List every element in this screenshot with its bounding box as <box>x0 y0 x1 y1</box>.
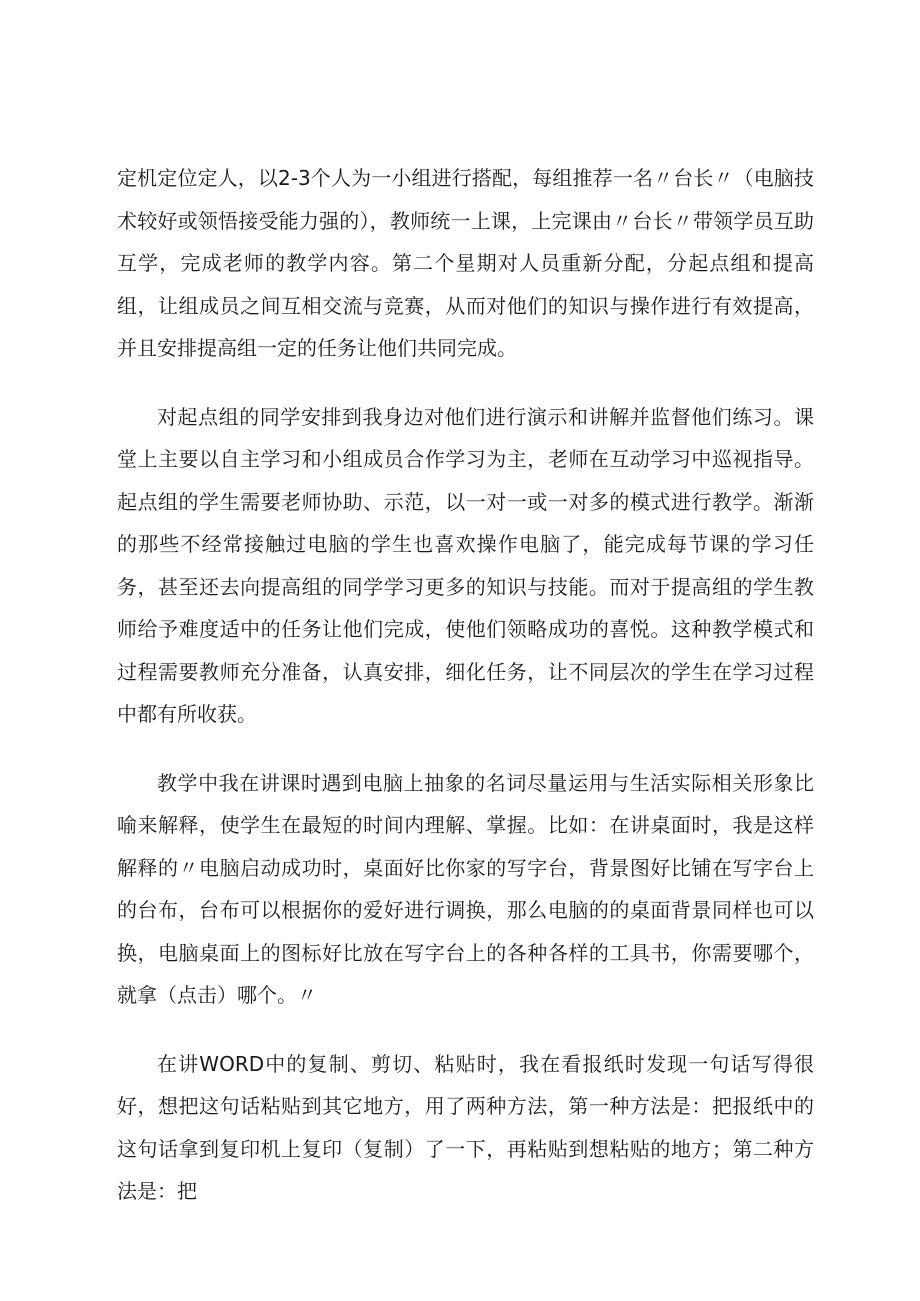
paragraph-4: 在讲WORD中的复制、剪切、粘贴时，我在看报纸时发现一句话写得很好，想把这句话粘贴到其它地方，用了两种方法，第一种方法是：把报纸中的这句话拿到复印机上复印（复制）了一下，再粘贴到想粘贴的地方；第二种方法是：把 <box>117 1051 814 1203</box>
paragraph-1: 定机定位定人，以2-3个人为一小组进行搭配，每组推荐一名〃台长〃（电脑技术较好或领悟接受能力强的），教师统一上课，上完课由〃台长〃带领学员互助互学，完成老师的教学内容。第二个星期对人员重新分配，分起点组和提高组，让组成员之间互相交流与竞赛，从而对他们的知识与操作进行有效提高，并且安排提高组一定的任务让他们共同完成。 <box>117 166 814 360</box>
document-body <box>117 157 814 1213</box>
paragraph-3: 教学中我在讲课时遇到电脑上抽象的名词尽量运用与生活实际相关形象比喻来解释，使学生在最短的时间内理解、掌握。比如：在讲桌面时，我是这样解释的〃电脑启动成功时，桌面好比你家的写字台，背景图好比铺在写字台上的台布，台布可以根据你的爱好进行调换，那么电脑的的桌面背景同样也可以换，电脑桌面上的图标好比放在写字台上的各种各样的工具书，你需要哪个，就拿（点击）哪个。〃 <box>117 770 814 1007</box>
paragraph-2: 对起点组的同学安排到我身边对他们进行演示和讲解并监督他们练习。课堂上主要以自主学习和小组成员合作学习为主，老师在互动学习中巡视指导。起点组的学生需要老师协助、示范，以一对一或一对多的模式进行教学。渐渐的那些不经常接触过电脑的学生也喜欢操作电脑了，能完成每节课的学习任务，甚至还去向提高组的同学学习更多的知识与技能。而对于提高组的学生教师给予难度适中的任务让他们完成，使他们领略成功的喜悦。这种教学模式和过程需要教师充分准备，认真安排，细化任务，让不同层次的学生在学习过程中都有所收获。 <box>117 404 814 726</box>
